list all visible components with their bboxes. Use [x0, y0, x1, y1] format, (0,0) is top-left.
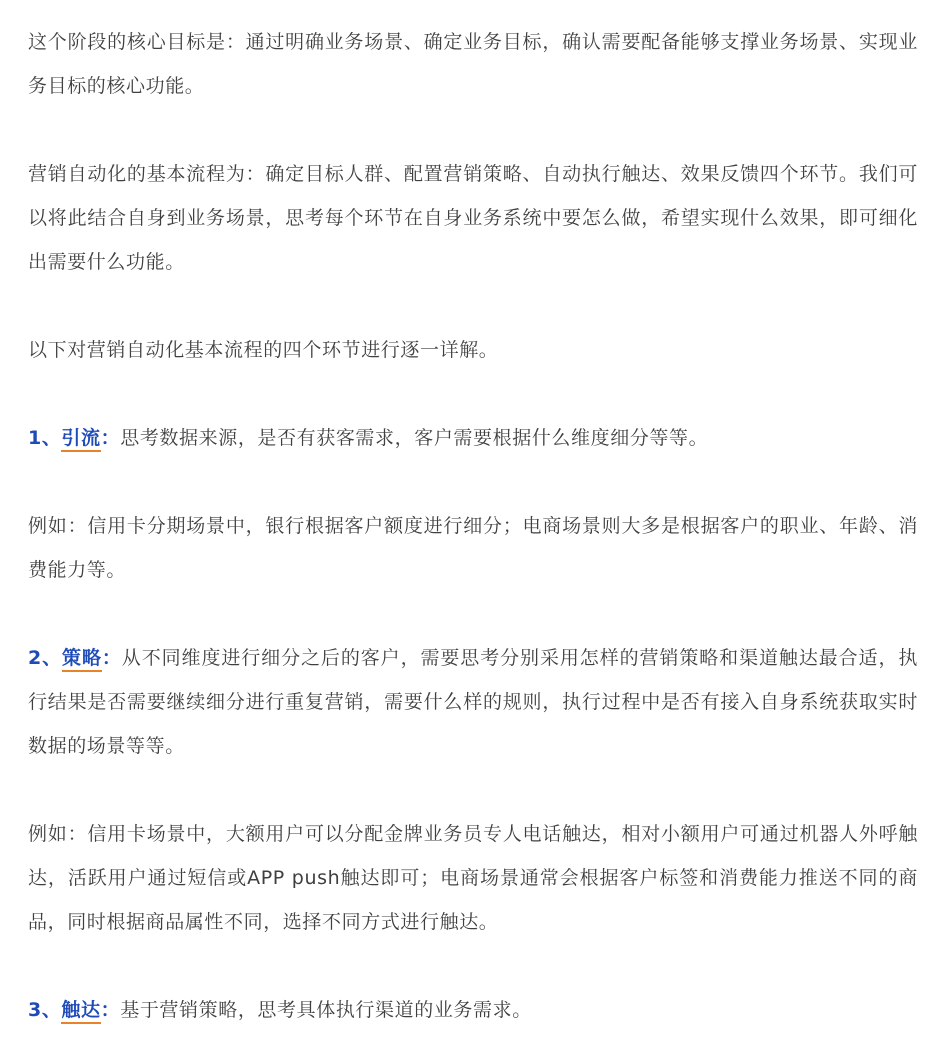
spacer [28, 372, 918, 416]
section-3-paragraph [28, 988, 918, 1032]
section-1-text: 思考数据来源，是否有获客需求，客户需要根据什么维度细分等等。 [120, 427, 709, 449]
section-3-number: 3、 [28, 999, 62, 1021]
spacer [28, 768, 918, 812]
example-1-paragraph: 例如：信用卡分期场景中，银行根据客户额度进行细分；电商场景则大多是根据客户的职业、年龄、消费能力等。 [28, 515, 918, 581]
overview-paragraph: 以下对营销自动化基本流程的四个环节进行逐一详解。 [28, 339, 499, 361]
spacer [28, 108, 918, 152]
intro-paragraph: 这个阶段的核心目标是：通过明确业务场景、确定业务目标，确认需要配备能够支撑业务场景、实现业务目标的核心功能。 [28, 31, 918, 97]
section-1-keyword: 引流 [61, 427, 100, 452]
spacer [28, 460, 918, 504]
section-2-text: 从不同维度进行细分之后的客户，需要思考分别采用怎样的营销策略和渠道触达最合适，执行结果是否需要继续细分进行重复营销，需要什么样的规则，执行过程中是否有接入自身系统获取实时数据的场景等等。 [28, 647, 918, 757]
spacer [28, 592, 918, 636]
section-2-paragraph [28, 636, 918, 768]
section-2-colon: ： [101, 647, 122, 669]
section-3-text: 基于营销策略，思考具体执行渠道的业务需求。 [120, 999, 532, 1021]
section-3-keyword: 触达 [61, 999, 100, 1024]
section-1-number: 1、 [28, 427, 62, 449]
flow-paragraph: 营销自动化的基本流程为：确定目标人群、配置营销策略、自动执行触达、效果反馈四个环节。我们可以将此结合自身到业务场景，思考每个环节在自身业务系统中要怎么做，希望实现什么效果，即可细化出需要什么功能。 [28, 163, 918, 273]
section-1-colon: ： [100, 427, 121, 449]
section-2-keyword: 策略 [62, 647, 102, 672]
section-2-number: 2、 [28, 647, 63, 669]
article-body [28, 20, 918, 1032]
section-1-paragraph [28, 416, 918, 460]
section-3-colon: ： [100, 999, 121, 1021]
spacer [28, 284, 918, 328]
spacer [28, 944, 918, 988]
example-2-paragraph: 例如：信用卡场景中，大额用户可以分配金牌业务员专人电话触达，相对小额用户可通过机器人外呼触达，活跃用户通过短信或APP push触达即可；电商场景通常会根据客户标签和消费能力推送不同的商品，同时根据商品属性不同，选择不同方式进行触达。 [28, 823, 918, 933]
